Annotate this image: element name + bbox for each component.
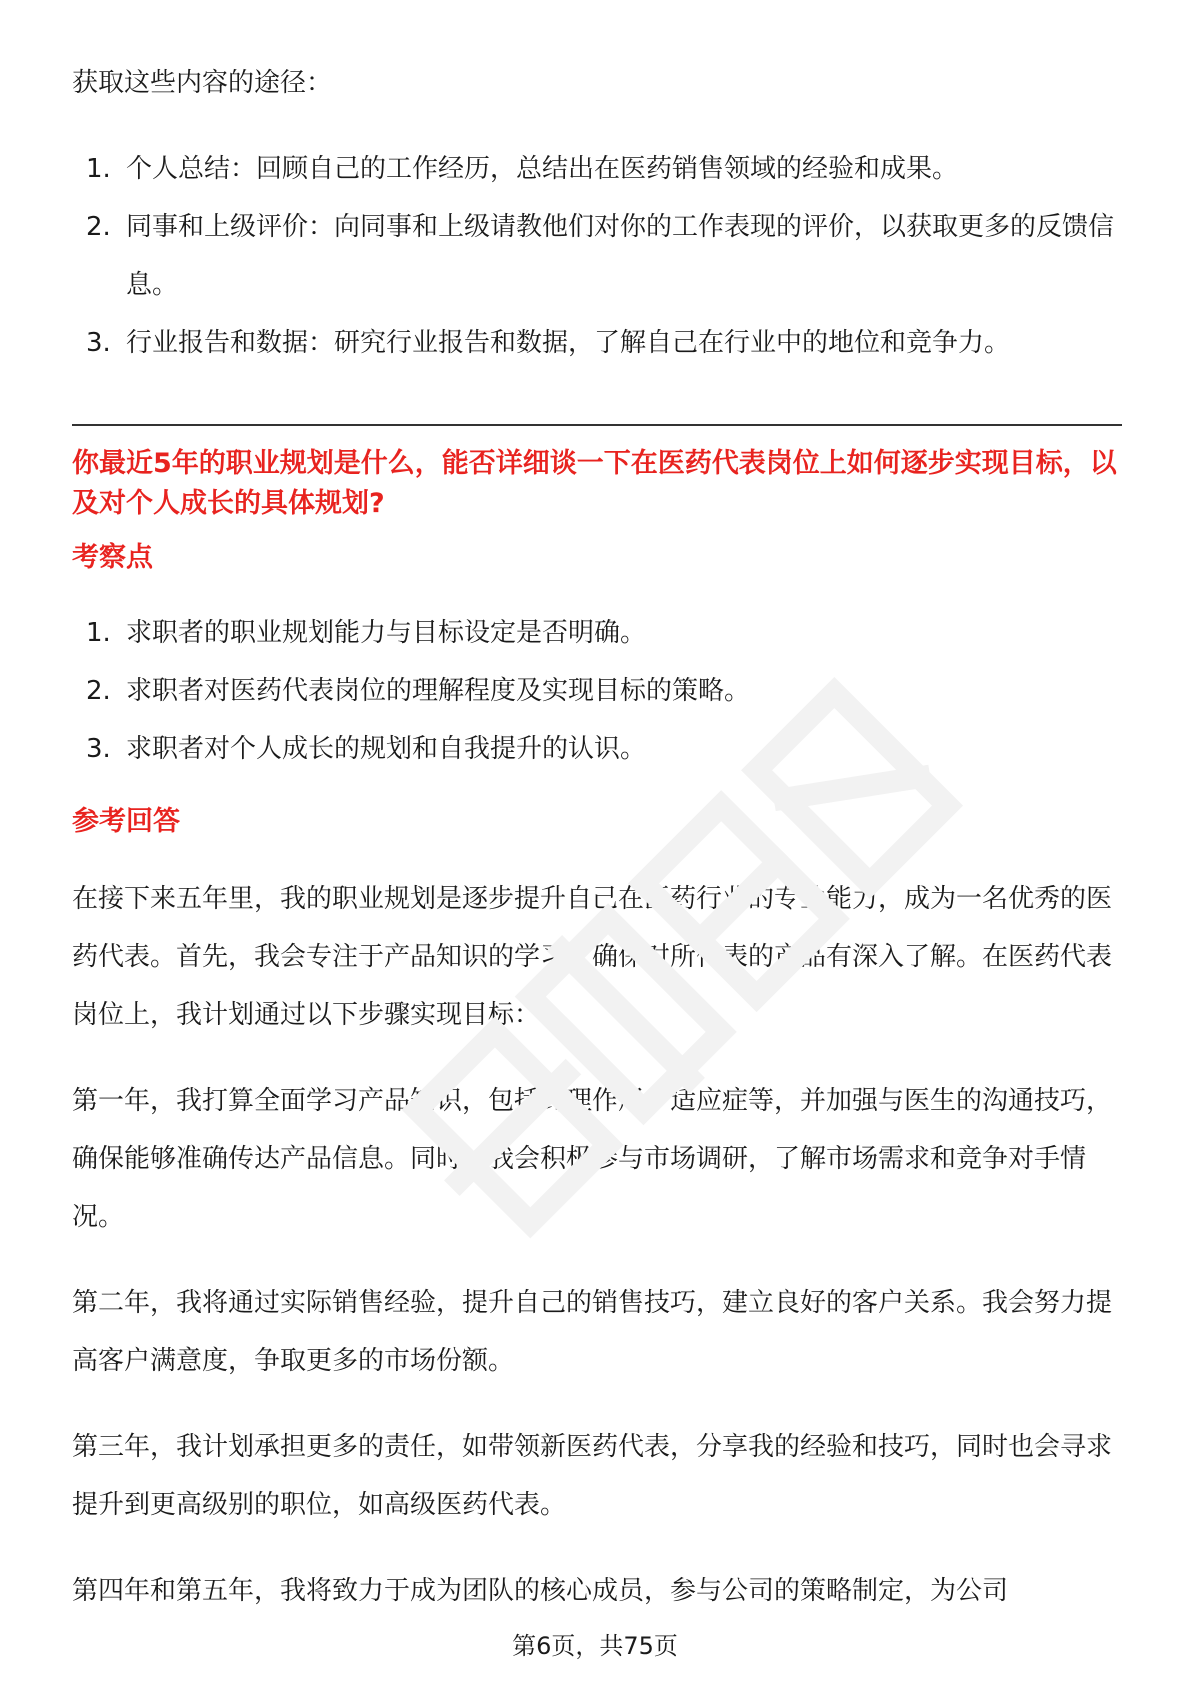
list-item-text: 求职者对医药代表岗位的理解程度及实现目标的策略。	[126, 676, 751, 706]
list-item	[72, 662, 1122, 720]
list-number: 2.	[86, 212, 111, 242]
answer-paragraph: 第一年，我打算全面学习产品知识，包括药理作用、适应症等，并加强与医生的沟通技巧，确保能够准确传达产品信息。同时，我会积极参与市场调研，了解市场需求和竞争对手情况。	[72, 1086, 1113, 1232]
list-item-text: 行业报告和数据：研究行业报告和数据，了解自己在行业中的地位和竞争力。	[126, 328, 1011, 358]
list-number: 2.	[86, 676, 111, 706]
points-title: 考察点	[72, 542, 153, 573]
answer-paragraph: 第二年，我将通过实际销售经验，提升自己的销售技巧，建立良好的客户关系。我会努力提高客户满意度，争取更多的市场份额。	[72, 1288, 1113, 1376]
list-item	[72, 198, 1122, 314]
list-number: 3.	[86, 734, 111, 764]
page-footer: 第6页，共75页	[512, 1632, 678, 1660]
answer-paragraph: 第三年，我计划承担更多的责任，如带领新医药代表，分享我的经验和技巧，同时也会寻求提升到更高级别的职位，如高级医药代表。	[72, 1432, 1113, 1520]
points-list	[72, 604, 1122, 778]
list-item	[72, 720, 1122, 778]
list-item	[72, 604, 1122, 662]
section-divider	[72, 424, 1122, 426]
list-number: 1.	[86, 154, 111, 184]
question-heading: 你最近5年的职业规划是什么，能否详细谈一下在医药代表岗位上如何逐步实现目标，以及对个人成长的具体规划?	[72, 448, 1117, 519]
sources-list	[72, 140, 1122, 372]
list-item	[72, 314, 1122, 372]
answer-paragraph: 第四年和第五年，我将致力于成为团队的核心成员，参与公司的策略制定，为公司	[72, 1576, 1009, 1606]
list-number: 3.	[86, 328, 111, 358]
list-item-text: 同事和上级评价：向同事和上级请教他们对你的工作表现的评价，以获取更多的反馈信息。	[126, 212, 1115, 300]
list-item-text: 求职者的职业规划能力与目标设定是否明确。	[126, 618, 647, 648]
intro-text: 获取这些内容的途径：	[72, 68, 333, 98]
list-number: 1.	[86, 618, 111, 648]
answer-title: 参考回答	[72, 806, 180, 837]
list-item	[72, 140, 1122, 198]
list-item-text: 求职者对个人成长的规划和自我提升的认识。	[126, 734, 647, 764]
list-item-text: 个人总结：回顾自己的工作经历，总结出在医药销售领域的经验和成果。	[126, 154, 959, 184]
answer-paragraph: 在接下来五年里，我的职业规划是逐步提升自己在医药行业的专业能力，成为一名优秀的医药代表。首先，我会专注于产品知识的学习，确保对所代表的产品有深入了解。在医药代表岗位上，我计划通过以下步骤实现目标：	[72, 884, 1113, 1030]
answer-body	[72, 870, 1122, 1648]
